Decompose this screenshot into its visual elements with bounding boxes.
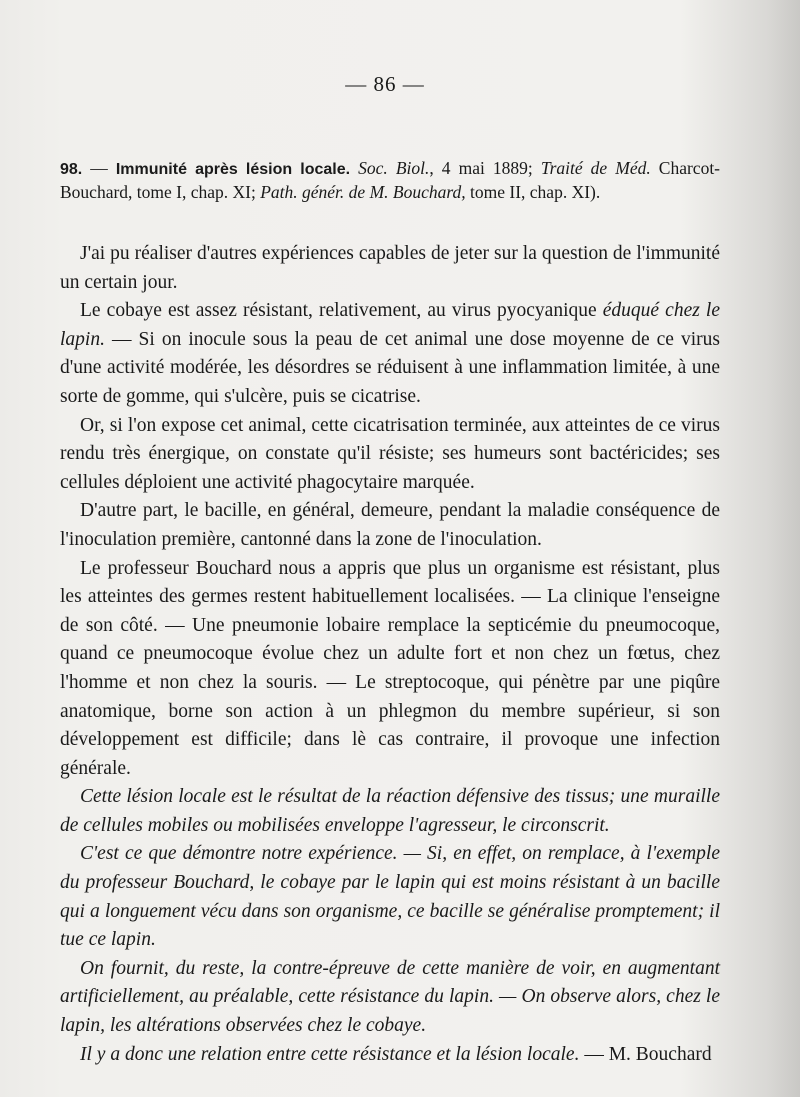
reference-title: Immunité après lésion locale.	[115, 161, 351, 178]
paragraph-9	[60, 1041, 720, 1070]
paragraph-8: On fournit, du reste, la contre-épreuve de cette manière de voir, en augmentant artificiellement, au préalable, cette résistance du lapin. — On observe alors, chez le lapin, les altérations observées chez le cobaye.	[60, 957, 720, 1037]
reference-journal: Soc. Biol.	[350, 158, 430, 178]
paragraph-5: Le professeur Bouchard nous a appris que plus un organisme est résistant, plus les atteintes des germes restent habituellement localisées. — La clinique l'enseigne de son côté. — Une pneumonie lobaire remplace la septicémie du pneumocoque, quand ce pneumocoque évolue chez un adulte fort et non chez un fœtus, chez l'homme et non chez la souris. — Le streptocoque, qui pénètre par une piqûre anatomique, borne son action à un phlegmon du membre supérieur, si son développement est difficile; dans lè cas contraire, il provoque une infection générale.	[60, 557, 720, 779]
paragraph-2-end: — Si on inocule sous la peau de cet animal une dose moyenne de ce virus d'une activité modérée, les désordres se réduisent à une inflammation limitée, à une sorte de gomme, qui s'ulcère, puis se cicatrise.	[60, 328, 720, 407]
reference-treatise: Traité de Méd.	[540, 158, 651, 178]
paragraph-9-italic: Il y a donc une relation entre cette résistance et la lésion locale.	[80, 1043, 580, 1065]
paragraph-2-italic: éduqué chez le lapin.	[60, 300, 720, 350]
paragraph-7: C'est ce que démontre notre expérience. — Si, en effet, on remplace, à l'exemple du professeur Bouchard, le cobaye par le lapin qui est moins résistant à un bacille qui a longuement vécu dans son organisme, ce bacille se généralise promptement; il tue ce lapin.	[60, 843, 720, 951]
reference-dash: —	[82, 158, 116, 178]
paragraph-1: J'ai pu réaliser d'autres expériences capables de jeter sur la question de l'immunité un certain jour.	[60, 243, 720, 293]
paragraph-2-start: Le cobaye est assez résistant, relativement, au virus pyocyanique	[80, 300, 603, 322]
paragraph-9-end: — M. Bouchard	[579, 1043, 712, 1065]
paragraph-4: D'autre part, le bacille, en général, demeure, pendant la maladie conséquence de l'inoculation première, cantonné dans la zone de l'inoculation.	[60, 500, 720, 550]
reference-number: 98.	[60, 161, 83, 178]
paragraph-3: Or, si l'on expose cet animal, cette cicatrisation terminée, aux atteintes de ce virus rendu très énergique, on constate qu'il résiste; ses humeurs sont bactéricides; ses cellules déploient une activité phagocytaire marquée.	[60, 414, 720, 493]
reference-date: , 4 mai 1889;	[429, 158, 541, 178]
reference-pathology: Path. génér. de M. Bouchard,	[260, 182, 466, 202]
paragraph-6: Cette lésion locale est le résultat de la réaction défensive des tissus; une muraille de cellules mobiles ou mobilisées enveloppe l'agresseur, le circonscrit.	[60, 786, 720, 836]
body-text	[60, 240, 720, 1069]
bibliographic-reference	[60, 157, 720, 204]
paragraph-2	[60, 297, 720, 411]
page-number: — 86 —	[345, 72, 425, 96]
reference-volume: Charcot-Bouchard, tome I, chap. XI;	[60, 158, 721, 202]
reference-volume-2: tome II, chap. XI).	[465, 182, 601, 202]
